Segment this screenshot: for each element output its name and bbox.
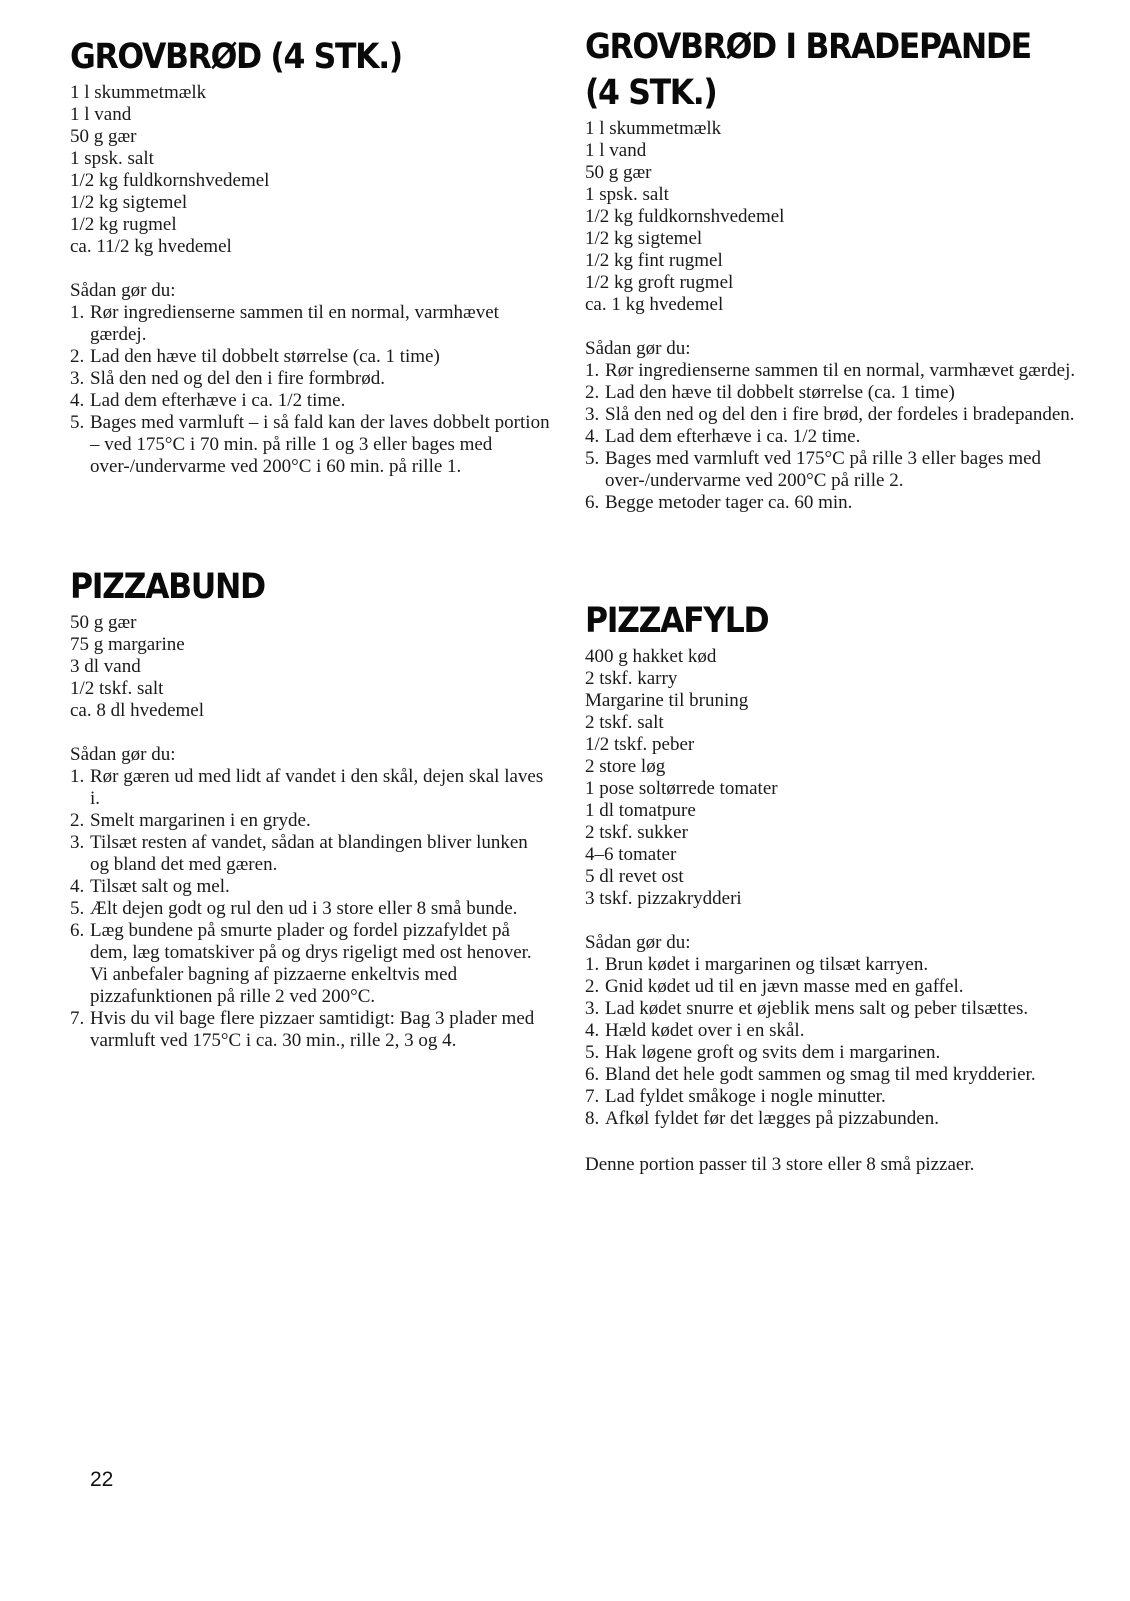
step-number: 4. — [70, 390, 85, 411]
step-number: 2. — [585, 382, 600, 403]
step-item — [70, 832, 550, 876]
step-text: Lad fyldet småkoge i nogle minutter. — [605, 1086, 886, 1107]
ingredient-item: 1/2 tskf. salt — [70, 678, 164, 699]
step-item — [585, 360, 1085, 382]
ingredient-item: 50 g gær — [585, 162, 652, 183]
step-number: 6. — [70, 920, 85, 941]
step-item — [585, 1108, 1085, 1130]
ingredient-item: 75 g margarine — [70, 634, 185, 655]
step-text: Bland det hele godt sammen og smag til med krydderier. — [605, 1064, 1036, 1085]
ingredient-item: 50 g gær — [70, 612, 137, 633]
ingredient-item: ca. 1 kg hvedemel — [585, 294, 724, 315]
recipe-title-line-1: GROVBRØD I BRADEPANDE — [585, 27, 1031, 67]
step-number: 1. — [585, 954, 600, 975]
step-number: 1. — [70, 766, 85, 787]
ingredient-item: 1 dl tomatpure — [585, 800, 696, 821]
ingredient-item: 5 dl revet ost — [585, 866, 684, 887]
step-item — [585, 1086, 1085, 1108]
ingredient-item: 4–6 tomater — [585, 844, 677, 865]
recipe-grovbrod-bradepande — [585, 26, 1085, 514]
step-text: Lad dem efterhæve i ca. 1/2 time. — [90, 390, 346, 411]
step-number: 1. — [70, 302, 85, 323]
step-text: Tilsæt salt og mel. — [90, 876, 230, 897]
ingredient-item: 1/2 kg groft rugmel — [585, 272, 734, 293]
step-text: Lad den hæve til dobbelt størrelse (ca. 1 time) — [605, 382, 955, 403]
ingredient-item: 50 g gær — [70, 126, 137, 147]
step-text: Slå den ned og del den i fire brød, der fordeles i bradepanden. — [605, 404, 1075, 425]
step-text: Hæld kødet over i en skål. — [605, 1020, 805, 1041]
step-item — [70, 346, 550, 368]
method-label: Sådan gør du: — [70, 280, 176, 301]
step-text: Læg bundene på smurte plader og fordel pizzafyldet på dem, læg tomatskiver på og drys rigeligt med ost henover. Vi anbefaler bagning af pizzaerne enkeltvis med pizzafunktionen på rille 2 ved 200°C. — [90, 920, 532, 1007]
step-number: 5. — [70, 898, 85, 919]
method-label: Sådan gør du: — [70, 744, 176, 765]
step-text: Bages med varmluft ved 175°C på rille 3 eller bages med over-/undervarme ved 200°C på rille 2. — [605, 448, 1042, 491]
step-item — [585, 998, 1085, 1020]
step-item — [70, 390, 550, 412]
step-text: Hvis du vil bage flere pizzaer samtidigt: Bag 3 plader med varmluft ved 175°C i ca. 30 min., rille 2, 3 og 4. — [90, 1008, 535, 1051]
step-item — [585, 426, 1085, 448]
step-number: 1. — [585, 360, 600, 381]
step-text: Slå den ned og del den i fire formbrød. — [90, 368, 385, 389]
step-number: 4. — [585, 1020, 600, 1041]
step-number: 8. — [585, 1108, 600, 1129]
step-item — [585, 976, 1085, 998]
portion-note: Denne portion passer til 3 store eller 8 små pizzaer. — [585, 1154, 975, 1175]
step-number: 4. — [585, 426, 600, 447]
step-number: 3. — [70, 832, 85, 853]
ingredient-item: Margarine til bruning — [585, 690, 749, 711]
ingredient-list — [585, 646, 1085, 910]
ingredient-item: 2 tskf. karry — [585, 668, 678, 689]
step-list — [70, 766, 550, 1052]
step-item — [70, 1008, 550, 1052]
step-text: Rør gæren ud med lidt af vandet i den skål, dejen skal laves i. — [90, 766, 544, 809]
ingredient-item: 1 spsk. salt — [585, 184, 669, 205]
ingredient-item: 1 l skummetmælk — [70, 82, 207, 103]
step-text: Ælt dejen godt og rul den ud i 3 store eller 8 små bunde. — [90, 898, 518, 919]
ingredient-item: 3 dl vand — [70, 656, 141, 677]
step-list — [70, 302, 550, 478]
step-text: Smelt margarinen i en gryde. — [90, 810, 311, 831]
ingredient-item: 1/2 kg fint rugmel — [585, 250, 723, 271]
step-number: 4. — [70, 876, 85, 897]
step-text: Gnid kødet ud til en jævn masse med en gaffel. — [605, 976, 964, 997]
step-number: 7. — [585, 1086, 600, 1107]
step-item — [70, 302, 550, 346]
step-text: Hak løgene groft og svits dem i margarinen. — [605, 1042, 941, 1063]
step-number: 6. — [585, 1064, 600, 1085]
recipe-pizzafyld — [585, 600, 1085, 1176]
step-item — [70, 368, 550, 390]
recipe-grovbrod — [70, 36, 550, 478]
step-text: Begge metoder tager ca. 60 min. — [605, 492, 853, 513]
step-number: 5. — [585, 1042, 600, 1063]
step-item — [70, 810, 550, 832]
step-item — [70, 920, 550, 1008]
method-label: Sådan gør du: — [585, 932, 691, 953]
step-item — [70, 876, 550, 898]
step-item — [585, 448, 1085, 492]
step-text: Afkøl fyldet før det lægges på pizzabunden. — [605, 1108, 939, 1129]
step-text: Lad den hæve til dobbelt størrelse (ca. 1 time) — [90, 346, 440, 367]
step-item — [585, 492, 1085, 514]
ingredient-item: 2 tskf. sukker — [585, 822, 688, 843]
step-text: Lad dem efterhæve i ca. 1/2 time. — [605, 426, 861, 447]
recipe-title-line-2: (4 STK.) — [585, 73, 717, 113]
step-list — [585, 954, 1085, 1130]
ingredient-item: ca. 8 dl hvedemel — [70, 700, 205, 721]
ingredient-item: 1/2 kg sigtemel — [70, 192, 188, 213]
ingredient-item: 1/2 kg fuldkornshvedemel — [585, 206, 785, 227]
step-item — [585, 1064, 1085, 1086]
ingredient-item: 1 pose soltørrede tomater — [585, 778, 778, 799]
step-number: 2. — [585, 976, 600, 997]
ingredient-item: 3 tskf. pizzakrydderi — [585, 888, 742, 909]
step-number: 5. — [70, 412, 85, 433]
ingredient-item: 400 g hakket kød — [585, 646, 717, 667]
recipe-title: PIZZABUND — [70, 567, 265, 607]
recipe-pizzabund — [70, 566, 550, 1052]
page-number: 22 — [90, 1468, 114, 1491]
step-text: Lad kødet snurre et øjeblik mens salt og peber tilsættes. — [605, 998, 1029, 1019]
ingredient-item: 1 l vand — [70, 104, 132, 125]
step-list — [585, 360, 1085, 514]
ingredient-item: 1/2 tskf. peber — [585, 734, 695, 755]
ingredient-item: 1 spsk. salt — [70, 148, 154, 169]
recipe-title: GROVBRØD (4 STK.) — [70, 37, 402, 77]
step-item — [585, 382, 1085, 404]
step-item — [70, 898, 550, 920]
ingredient-item: 1/2 kg sigtemel — [585, 228, 703, 249]
step-number: 3. — [70, 368, 85, 389]
ingredient-item: 1/2 kg fuldkornshvedemel — [70, 170, 270, 191]
step-number: 3. — [585, 404, 600, 425]
step-number: 6. — [585, 492, 600, 513]
method-label: Sådan gør du: — [585, 338, 691, 359]
step-item — [70, 766, 550, 810]
step-text: Tilsæt resten af vandet, sådan at blandingen bliver lunken og bland det med gæren. — [90, 832, 528, 875]
step-item — [585, 1020, 1085, 1042]
step-text: Brun kødet i margarinen og tilsæt karryen. — [605, 954, 929, 975]
step-number: 7. — [70, 1008, 85, 1029]
ingredient-item: 1 l vand — [585, 140, 647, 161]
step-text: Rør ingredienserne sammen til en normal, varmhævet gærdej. — [90, 302, 499, 345]
ingredient-item: 1/2 kg rugmel — [70, 214, 177, 235]
recipe-title: PIZZAFYLD — [585, 601, 769, 641]
step-number: 2. — [70, 810, 85, 831]
step-number: 3. — [585, 998, 600, 1019]
ingredient-list — [585, 118, 1085, 316]
step-text: Rør ingredienserne sammen til en normal, varmhævet gærdej. — [605, 360, 1076, 381]
step-item — [585, 954, 1085, 976]
step-item — [70, 412, 550, 478]
ingredient-list — [70, 82, 550, 258]
ingredient-item: 1 l skummetmælk — [585, 118, 722, 139]
step-text: Bages med varmluft – i så fald kan der laves dobbelt portion – ved 175°C i 70 min. på rille 1 og 3 eller bages med over-/undervarme ved 200°C i 60 min. på rille 1. — [90, 412, 550, 477]
step-number: 2. — [70, 346, 85, 367]
step-number: 5. — [585, 448, 600, 469]
step-item — [585, 404, 1085, 426]
ingredient-item: ca. 11/2 kg hvedemel — [70, 236, 232, 257]
step-item — [585, 1042, 1085, 1064]
ingredient-item: 2 store løg — [585, 756, 666, 777]
ingredient-list — [70, 612, 550, 722]
ingredient-item: 2 tskf. salt — [585, 712, 664, 733]
